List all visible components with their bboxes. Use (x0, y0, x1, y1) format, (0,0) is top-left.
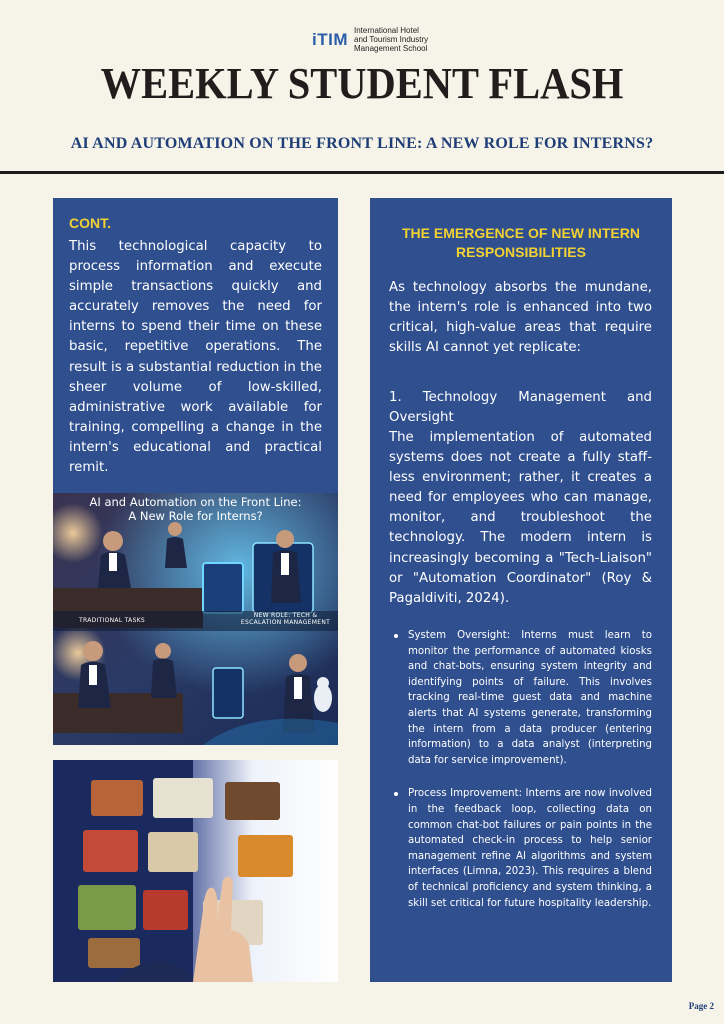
logo-mark: iTIM (312, 29, 348, 49)
new-role-tag-line: ESCALATION MANAGEMENT (240, 619, 331, 626)
logo-line: Management School (354, 44, 428, 53)
header-divider (0, 171, 724, 174)
section-heading: THE EMERGENCE OF NEW INTERN RESPONSIBILITIES (401, 225, 640, 260)
continued-label: CONT. (69, 215, 111, 231)
illustration-title-line: A New Role for Interns? (128, 509, 263, 523)
subsection-title-line2: Oversight (389, 410, 454, 425)
subsection-title-line1: 1. Technology Management and (389, 390, 652, 405)
article-subtitle: AI AND AUTOMATION ON THE FRONT LINE: A NEW ROLE FOR INTERNS? (70, 135, 654, 152)
subsection-body-text: The implementation of automated systems does not create a fully staff-less environment; rather, it creates a need for employees who can manage, monitor, and troubleshoot the technology. The modern intern is increasingly becoming a "Tech-Liaison" or "Automation Coordinator" (Roy & Pagaldiviti, 2024). (389, 430, 652, 606)
new-role-tag-line: NEW ROLE: TECH & (253, 612, 318, 619)
traditional-tasks-tag: TRADITIONAL TASKS (79, 617, 146, 624)
school-logo (312, 26, 428, 53)
right-intro-text: As technology absorbs the mundane, the intern's role is enhanced into two critical, high-value areas that require skills AI cannot yet replicate: (389, 280, 652, 356)
illustration-title-line: AI and Automation on the Front Line: (89, 495, 302, 509)
touchscreen-food-photo (53, 760, 338, 982)
logo-line: and Tourism Industry (354, 35, 429, 44)
ai-frontline-illustration (53, 493, 338, 745)
newsletter-title: WEEKLY STUDENT FLASH (100, 59, 624, 108)
responsibility-bullets (389, 628, 652, 929)
bullet-item (389, 786, 652, 911)
bullet-dot-icon (394, 792, 398, 796)
bullet-text: System Oversight: Interns must learn to monitor the performance of automated kiosks and chat-bots, ensuring system integrity and identifying points of failure. This involves tracking real-time guest data and machine alerts that AI systems generate, transforming the intern from a data producer (entering information) to a data analyst (interpreting data for service improvement). (408, 630, 652, 766)
bullet-item (389, 628, 652, 768)
bullet-dot-icon (394, 634, 398, 638)
illustration-title (53, 493, 338, 523)
food-menu-touch-image (53, 760, 338, 982)
bullet-text: Process Improvement: Interns are now involved in the feedback loop, collecting data on common chat-bot failures or pain points in the automated check-in process to help senior management refine AI algorithms and system interfaces (Limna, 2023). This requires a blend of technical proficiency and system thinking, a skill set critical for future hospitality leadership. (408, 788, 652, 909)
new-role-tag (238, 612, 333, 626)
left-body-text: This technological capacity to process information and execute simple transactions quickly and accurately removes the need for interns to spend their time on these basic, repetitive operations. The result is a substantial reduction in the sheer volume of low-skilled, administrative work available for training, compelling a change in the intern's educational and practical remit. (69, 239, 322, 476)
logo-text (354, 26, 428, 53)
page-number: Page 2 (688, 1001, 714, 1011)
logo-line: International Hotel (354, 26, 419, 35)
